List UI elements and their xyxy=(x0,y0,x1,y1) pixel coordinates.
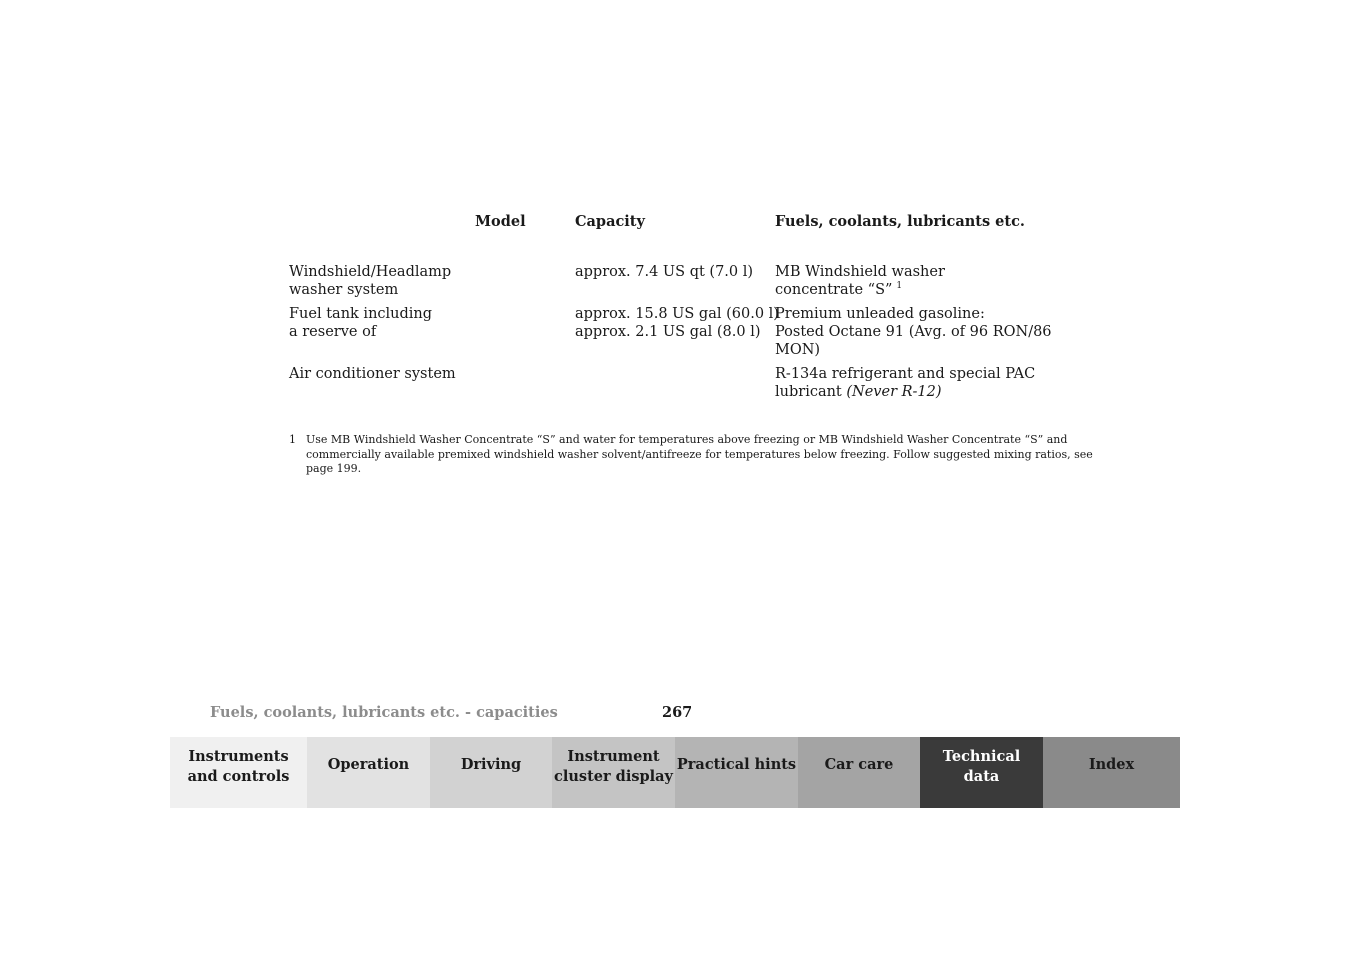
row-ac-fuels xyxy=(775,365,1035,401)
footnote-line: page 199. xyxy=(306,462,362,475)
row-washer-capacity-line: approx. 7.4 US qt (7.0 l) xyxy=(575,264,754,280)
section-title: Fuels, coolants, lubricants etc. - capacities xyxy=(210,704,558,721)
row-ac-fuels-italic: (Never R-12) xyxy=(846,384,942,400)
tab-label: Operation xyxy=(327,756,410,773)
row-washer-fuels xyxy=(775,263,945,301)
row-fuel-tank-capacity xyxy=(575,305,779,341)
row-fuel-tank-fuels xyxy=(775,305,1052,359)
row-washer-fuels-line: MB Windshield washer xyxy=(775,264,945,280)
row-washer-fuels-text: concentrate “S” xyxy=(775,282,893,298)
tab-label: Technical xyxy=(942,748,1021,765)
row-fuel-tank-capacity-line: approx. 15.8 US gal (60.0 l) xyxy=(575,306,779,322)
row-washer-item-line: washer system xyxy=(289,282,399,298)
column-header-model: Model xyxy=(475,213,526,230)
tab-label: and controls xyxy=(187,768,290,785)
tab-label: Practical hints xyxy=(676,756,797,773)
tab-instruments-and-controls[interactable] xyxy=(170,737,307,808)
tab-label: Index xyxy=(1088,756,1135,773)
footnote-reference: 1 xyxy=(896,281,903,291)
column-header-fuels: Fuels, coolants, lubricants etc. xyxy=(775,213,1025,230)
row-fuel-tank-item-line: a reserve of xyxy=(289,324,377,340)
row-ac-fuels-text: lubricant xyxy=(775,384,847,400)
column-header-capacity: Capacity xyxy=(575,213,645,230)
row-fuel-tank-item-line: Fuel tank including xyxy=(289,306,433,322)
row-fuel-tank-fuels-line: MON) xyxy=(775,342,821,358)
footnote-line: Use MB Windshield Washer Concentrate “S” and water for temperatures above freezing or MB Windshield Washer Concentrate “S” and xyxy=(306,433,1068,446)
row-ac-item-line: Air conditioner system xyxy=(289,366,456,382)
row-fuel-tank-capacity-line: approx. 2.1 US gal (8.0 l) xyxy=(575,324,761,340)
tab-operation[interactable] xyxy=(307,737,430,808)
page-number: 267 xyxy=(662,704,693,721)
tab-practical-hints[interactable] xyxy=(675,737,798,808)
tab-driving[interactable] xyxy=(430,737,552,808)
tab-car-care[interactable] xyxy=(798,737,920,808)
row-washer-capacity xyxy=(575,263,753,281)
tab-label: Instruments xyxy=(188,748,289,765)
tab-label: cluster display xyxy=(554,768,673,785)
row-fuel-tank-fuels-line: Premium unleaded gasoline: xyxy=(775,306,985,322)
tab-technical-data[interactable] xyxy=(920,737,1043,808)
tab-label: Instrument xyxy=(567,748,660,765)
footnote-line: commercially available premixed windshield washer solvent/antifreeze for temperatures below freezing. Follow suggested mixing ratios, see xyxy=(306,447,1093,461)
row-ac-item xyxy=(289,365,456,383)
row-fuel-tank-item xyxy=(289,305,432,341)
row-washer-item-line: Windshield/Headlamp xyxy=(289,264,452,280)
row-fuel-tank-fuels-line: Posted Octane 91 (Avg. of 96 RON/86 xyxy=(775,324,1052,340)
footnote-text xyxy=(306,433,1093,477)
tab-label: Driving xyxy=(460,756,522,773)
chapter-nav-bar xyxy=(170,737,1180,808)
row-washer-fuels-line xyxy=(775,281,945,301)
row-ac-fuels-line xyxy=(775,383,1035,401)
tab-label: data xyxy=(963,768,1000,785)
tab-instrument-cluster-display[interactable] xyxy=(552,737,675,808)
tab-index[interactable] xyxy=(1043,737,1180,808)
row-washer-item xyxy=(289,263,451,299)
row-ac-fuels-line: R-134a refrigerant and special PAC xyxy=(775,366,1036,382)
tab-label: Car care xyxy=(824,756,894,773)
footnote-number: 1 xyxy=(289,433,296,446)
